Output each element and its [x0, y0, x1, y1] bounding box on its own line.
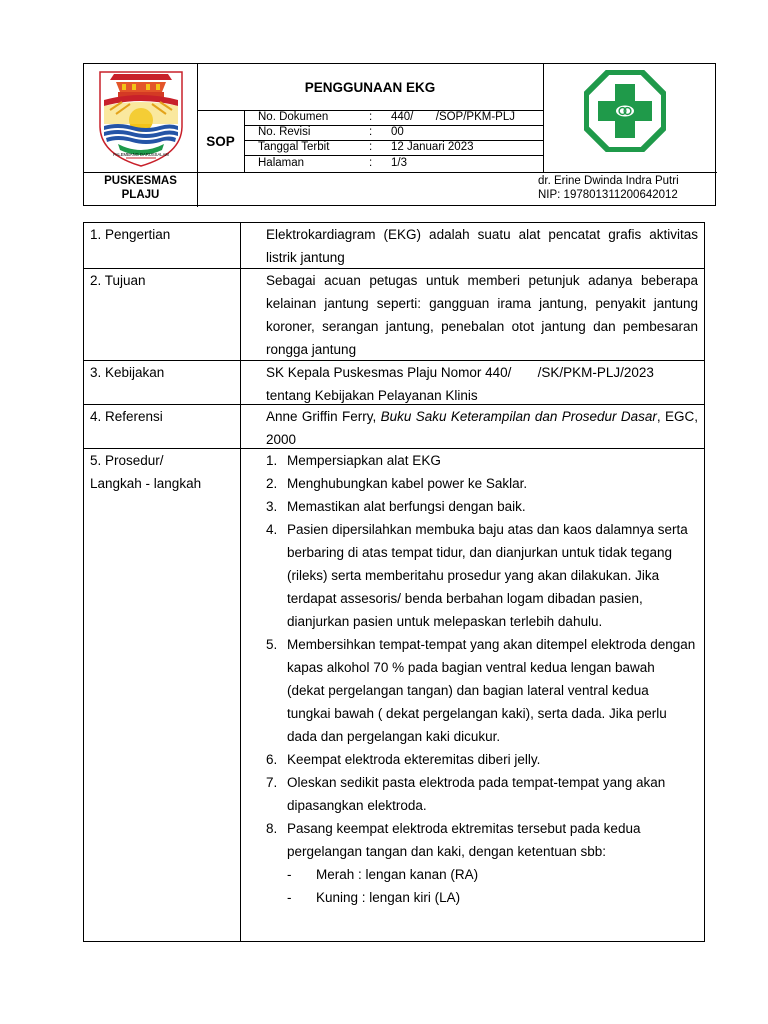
step-text: Mempersiapkan alat EKG: [287, 453, 441, 468]
organization-name: [84, 172, 197, 207]
section-label: 1. Pengertian: [90, 227, 171, 242]
step-number: 4.: [266, 522, 278, 537]
puskesmas-logo-icon: [584, 70, 666, 152]
reference-author: Anne Griffin Ferry,: [266, 409, 381, 424]
step-number: 2.: [266, 476, 278, 491]
content-line-1: SK Kepala Puskesmas Plaju Nomor 440/ /SK/PKM-PLJ/2023: [266, 365, 654, 380]
step-text: Membersihkan tempat-tempat yang akan ditempel elektroda dengan kapas alkohol 70 % pada bagian ventral kedua lengan bawah (dekat pergelangan tangan) dan bagian lateral ventral kedua tungkai bawah ( dekat pergelangan kaki), serta dada. Jika perlu dada dan pergelangan kaki dicukur.: [287, 637, 696, 744]
item-text: Kuning : lengan kiri (LA): [316, 890, 461, 905]
meta-sep: :: [369, 126, 373, 138]
electrode-colour-item: [287, 863, 696, 886]
step-number: 7.: [266, 775, 278, 790]
signer-name: dr. Erine Dwinda Indra Putri: [538, 175, 679, 187]
content-line-2: tentang Kebijakan Pelayanan Klinis: [266, 388, 478, 403]
document-title: PENGGUNAAN EKG: [304, 79, 436, 95]
procedure-step: [266, 771, 696, 817]
electrode-colour-list: [287, 863, 696, 909]
reference-book-title: Buku Saku Keterampilan dan Prosedur Dasar: [380, 409, 657, 424]
step-text: Oleskan sedikit pasta elektroda pada tempat-tempat yang akan dipasangkan elektroda.: [287, 775, 666, 813]
meta-sep: :: [369, 157, 373, 169]
step-text: Memastikan alat berfungsi dengan baik.: [287, 499, 526, 514]
dash-bullet: -: [287, 867, 292, 882]
city-emblem-icon: [96, 66, 186, 170]
meta-value: 12 Januari 2023: [391, 141, 474, 153]
section-label: 3. Kebijakan: [90, 365, 165, 380]
meta-value: 440/ /SOP/PKM-PLJ: [391, 111, 515, 123]
step-number: 3.: [266, 499, 278, 514]
dash-bullet: -: [287, 890, 292, 905]
step-text: Menghubungkan kabel power ke Saklar.: [287, 476, 528, 491]
organization-line-2: PLAJU: [121, 189, 160, 201]
meta-label: No. Revisi: [258, 126, 311, 138]
reference-publisher: , EGC, 2000: [266, 409, 698, 447]
section-label: 2. Tujuan: [90, 273, 146, 288]
sop-header-table: [83, 63, 716, 206]
procedure-step: [266, 518, 696, 633]
section-content: [266, 361, 698, 407]
section-content: [266, 405, 698, 451]
step-text: Pasang keempat elektroda ektremitas tersebut pada kedua pergelangan tangan dan kaki, dengan ketentuan sbb:: [287, 821, 641, 859]
section-content: [266, 449, 696, 909]
svg-text:PALEMBANG DARUSSALAM: PALEMBANG DARUSSALAM: [113, 152, 169, 157]
procedure-step: [266, 748, 696, 771]
electrode-colour-item: [287, 886, 696, 909]
section-label: [90, 449, 201, 495]
section-content: Sebagai acuan petugas untuk memberi petunjuk adanya beberapa kelainan jantung seperti: gangguan irama jantung, penyakit jantung koroner, serangan jantung, penebalan otot jantung dan pembesaran rongga jantung: [266, 273, 698, 357]
step-text: Keempat elektroda ekteremitas diberi jelly.: [287, 752, 541, 767]
step-number: 1.: [266, 453, 278, 468]
procedure-steps: [266, 449, 696, 863]
item-text: Merah : lengan kanan (RA): [316, 867, 479, 882]
procedure-step: [266, 633, 696, 748]
step-number: 6.: [266, 752, 278, 767]
signer-nip: NIP: 197801311200642012: [538, 189, 678, 201]
meta-sep: :: [369, 141, 373, 153]
section-label-line-1: 5. Prosedur/: [90, 453, 164, 468]
section-content: Elektrokardiagram (EKG) adalah suatu alat pencatat grafis aktivitas listrik jantung: [266, 227, 698, 265]
procedure-step: [266, 495, 696, 518]
meta-value: 00: [391, 126, 404, 138]
meta-label: Tanggal Terbit: [258, 141, 330, 153]
section-label: 4. Referensi: [90, 409, 163, 424]
procedure-step: [266, 817, 696, 863]
meta-value: 1/3: [391, 157, 407, 169]
procedure-step: [266, 449, 696, 472]
step-number: 5.: [266, 637, 278, 652]
section-label-line-2: Langkah - langkah: [90, 476, 202, 491]
sop-content-table: [83, 222, 705, 942]
meta-label: No. Dokumen: [258, 111, 329, 123]
organization-line-1: PUSKESMAS: [104, 175, 177, 187]
sop-label: SOP: [206, 133, 235, 149]
meta-label: Halaman: [258, 157, 305, 169]
step-text: Pasien dipersilahkan membuka baju atas dan kaos dalamnya serta berbaring di atas tempat tidur, dan dianjurkan untuk tidak tegang (rileks) serta memberitahu prosedur yang akan dilakukan. Jika terdapat assesoris/ benda berbahan logam dibadan pasien, dianjurkan pasien untuk melepaskan terlebih dahulu.: [287, 522, 688, 629]
meta-sep: :: [369, 111, 373, 123]
signer-block: [538, 174, 679, 202]
step-number: 8.: [266, 821, 278, 836]
procedure-step: [266, 472, 696, 495]
